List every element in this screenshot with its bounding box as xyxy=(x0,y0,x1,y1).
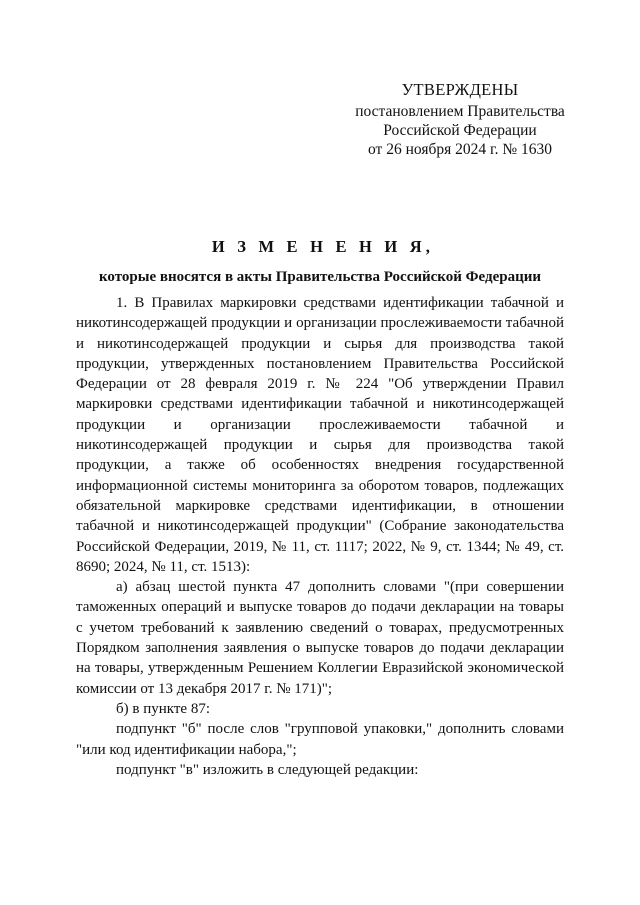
approval-line-2: Российской Федерации xyxy=(383,122,537,139)
paragraph-4: подпункт "б" после слов "групповой упаковки," дополнить словами "или код идентификации набора,"; xyxy=(76,721,564,758)
paragraph-5: подпункт "в" изложить в следующей редакции: xyxy=(116,761,419,778)
approval-line-3: от 26 ноября 2024 г. № 1630 xyxy=(368,141,552,158)
document-title: И З М Е Н Е Н И Я, xyxy=(211,237,435,256)
document-heading xyxy=(60,236,580,287)
paragraph-1: 1. В Правилах маркировки средствами идентификации табачной и никотинсодержащей продукции и организации прослеживаемости табачной и никотинсодержащей продукции и сырья для производства такой продукции, утвержденных постановлением Правительства Российской Федерации от 28 февраля 2019 г. № 224 "Об утверждении Правил маркировки средствами идентификации табачной и никотинсодержащей продукции и организации прослеживаемости табачной и никотинсодержащей продукции и сырья для производства такой продукции, а также об особенностях внедрения государственной информационной системы мониторинга за оборотом товаров, подлежащих обязательной маркировке средствами идентификации, в отношении табачной и никотинсодержащей продукции" (Собрание законодательства Российской Федерации, 2019, № 11, ст. 1117; 2022, № 9, ст. 1344; № 49, ст. 8690; 2024, № 11, ст. 1513): xyxy=(76,295,564,575)
approval-line-1: постановлением Правительства xyxy=(355,103,565,120)
document-subtitle: которые вносятся в акты Правительства Российской Федерации xyxy=(98,269,542,285)
approval-title: УТВЕРЖДЕНЫ xyxy=(401,80,519,99)
document-body xyxy=(76,293,564,780)
paragraph-3: б) в пункте 87: xyxy=(116,700,210,717)
approval-stamp xyxy=(330,80,590,159)
paragraph-2: а) абзац шестой пункта 47 дополнить словами "(при совершении таможенных операций и выпуске товаров до подачи декларации на товары с учетом требований к заявлению сведений о товарах, предусмотренных Порядком заполнения заявления о выпуске товаров до подачи декларации на товары, утвержденным Решением Коллегии Евразийской экономической комиссии от 13 декабря 2017 г. № 171)"; xyxy=(76,579,564,697)
